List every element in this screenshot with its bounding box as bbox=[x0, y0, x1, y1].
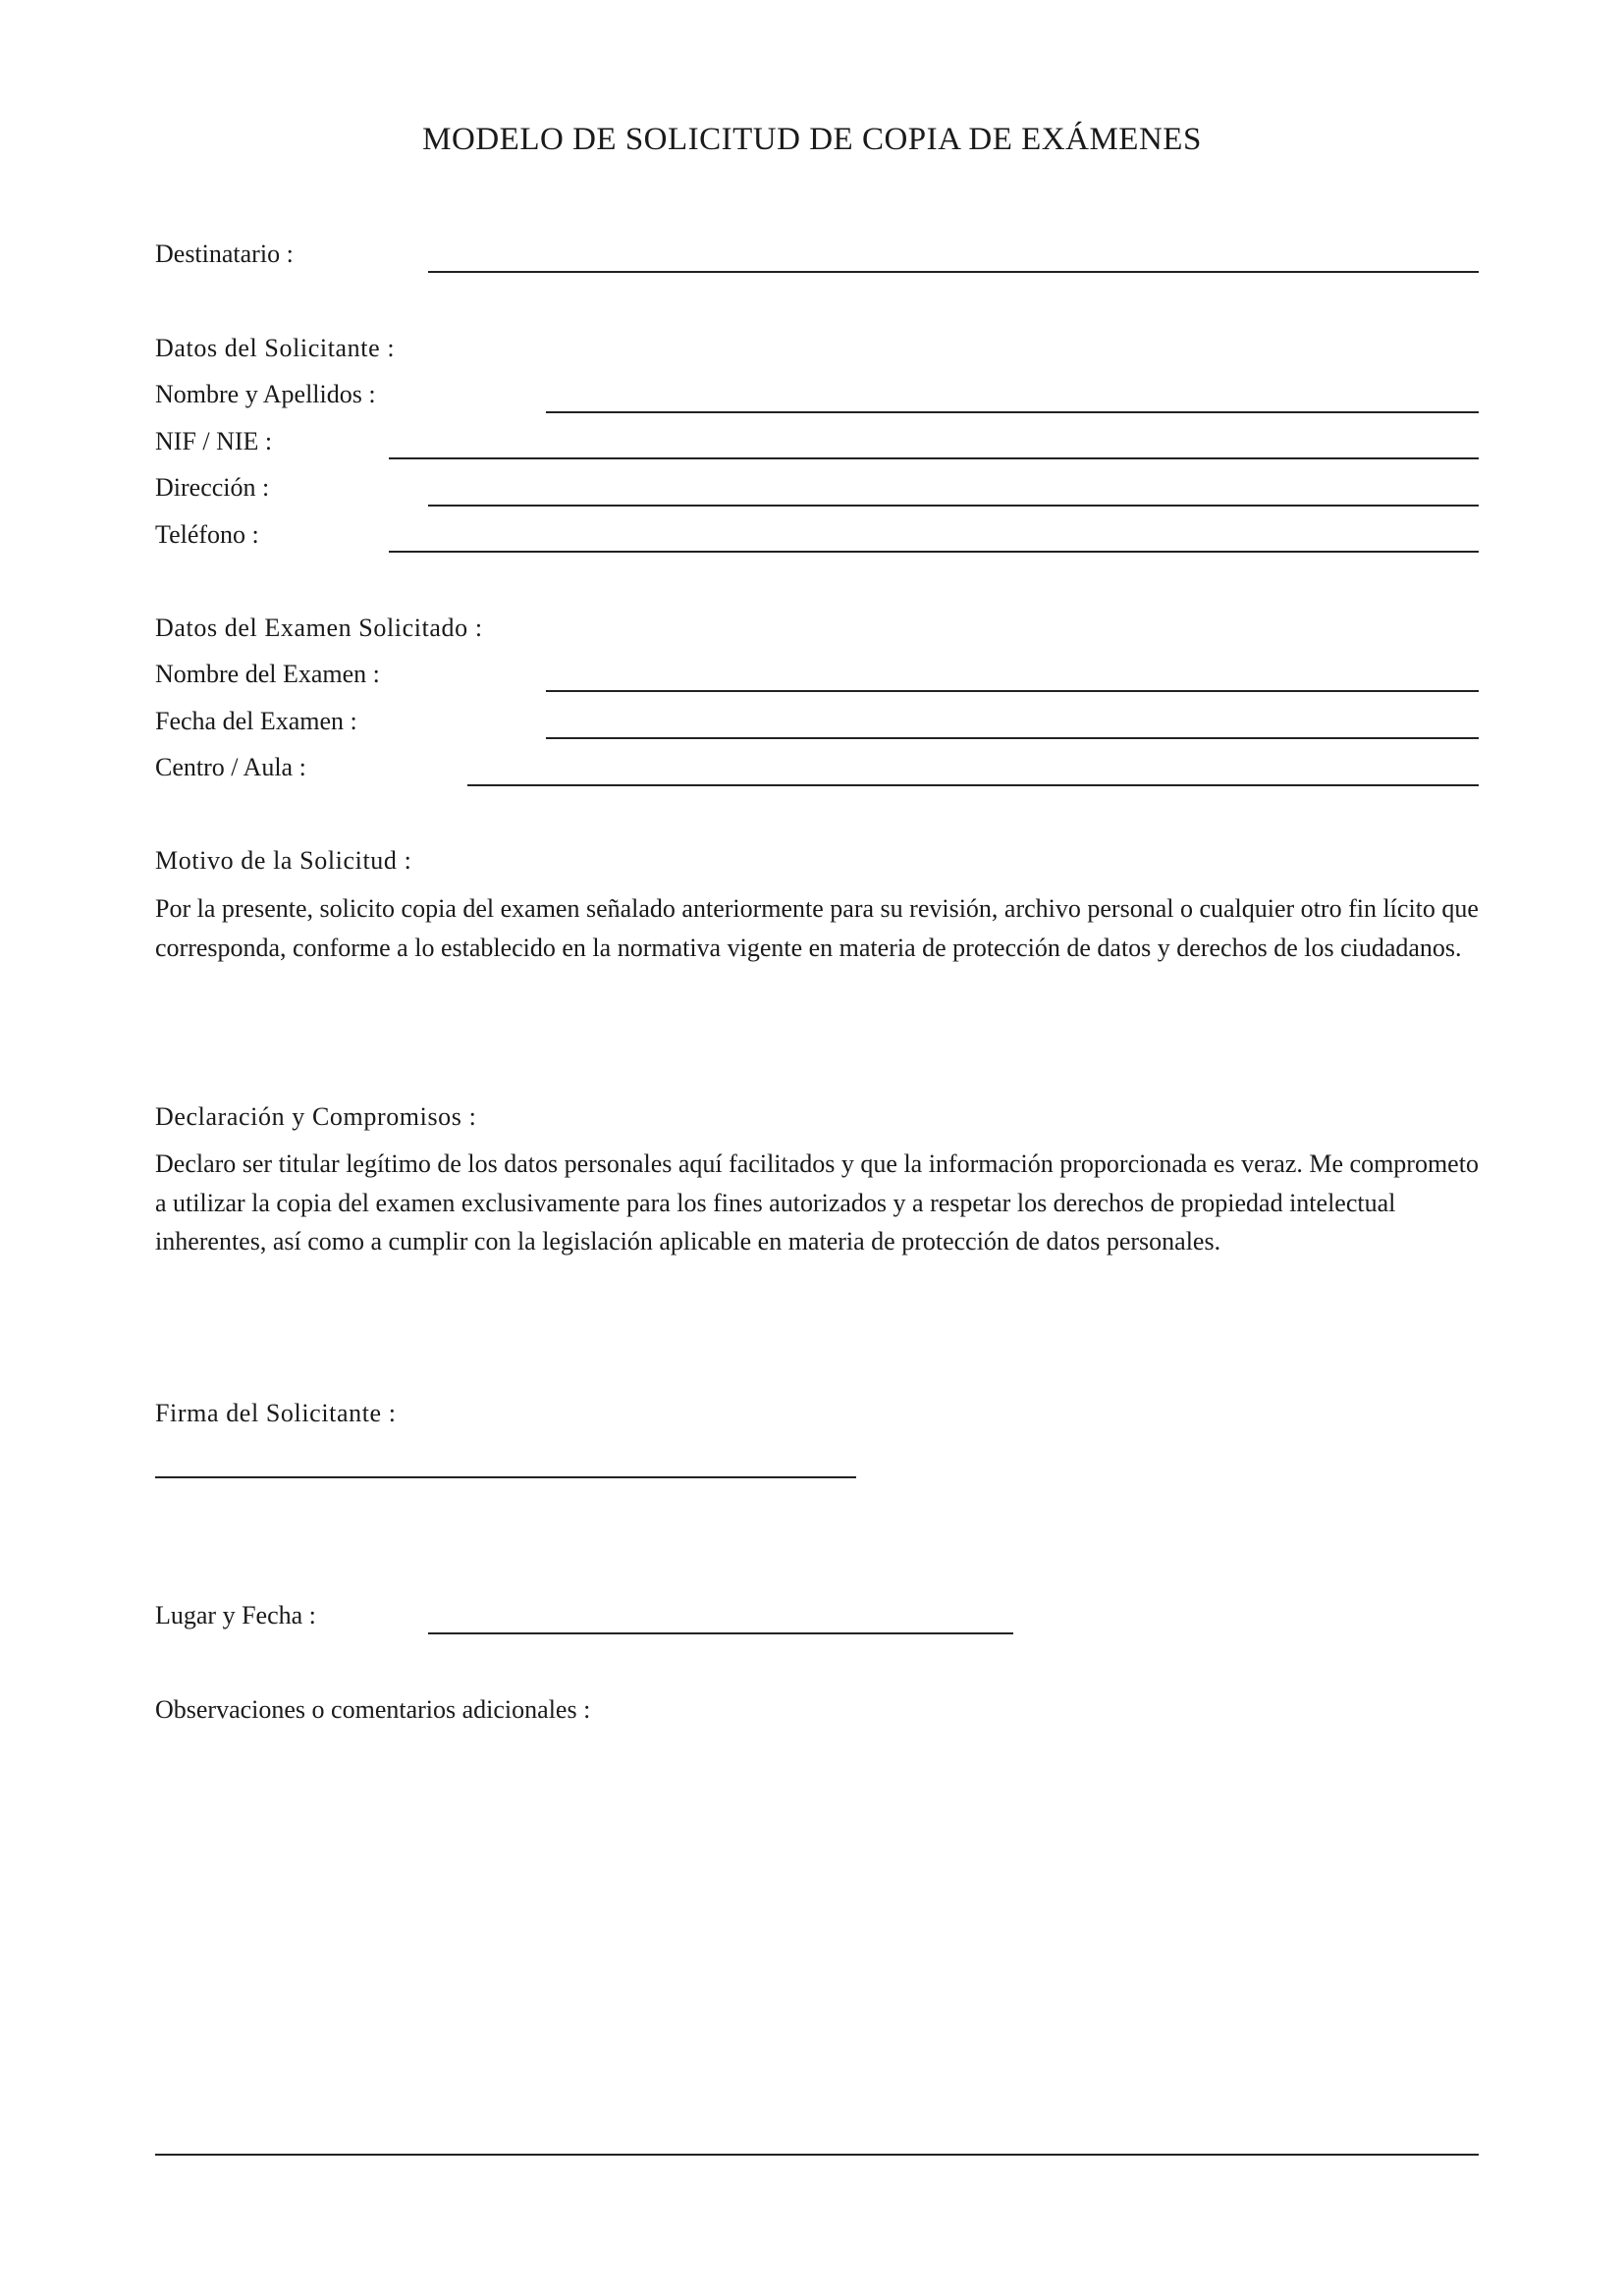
destinatario-field-line[interactable] bbox=[428, 271, 1479, 273]
exam-center-field-line[interactable] bbox=[467, 784, 1479, 786]
applicant-section-heading: Datos del Solicitante : bbox=[155, 334, 396, 362]
exam-name-field-line[interactable] bbox=[546, 690, 1479, 692]
exam-section-heading: Datos del Examen Solicitado : bbox=[155, 614, 483, 642]
applicant-nif-label: NIF / NIE : bbox=[155, 427, 273, 455]
declaration-section-heading: Declaración y Compromisos : bbox=[155, 1102, 477, 1131]
applicant-address-label: Dirección : bbox=[155, 473, 270, 502]
exam-name-label: Nombre del Examen : bbox=[155, 660, 380, 688]
exam-date-label: Fecha del Examen : bbox=[155, 707, 357, 735]
signature-label: Firma del Solicitante : bbox=[155, 1399, 397, 1427]
applicant-name-label: Nombre y Apellidos : bbox=[155, 380, 376, 408]
exam-date-field-line[interactable] bbox=[546, 737, 1479, 739]
reason-paragraph: Por la presente, solicito copia del examen señalado anteriormente para su revisión, archivo personal o cualquier otro fin lícito que corresponda, conforme a lo establecido en la normativa vigente en materia de protección de datos y derechos de los ciudadanos. bbox=[155, 894, 1479, 962]
signature-field-line[interactable] bbox=[155, 1476, 856, 1478]
applicant-address-field-line[interactable] bbox=[428, 505, 1479, 507]
applicant-phone-label: Teléfono : bbox=[155, 520, 259, 549]
observations-label: Observaciones o comentarios adicionales : bbox=[155, 1695, 591, 1724]
declaration-paragraph: Declaro ser titular legítimo de los datos personales aquí facilitados y que la información proporcionada es veraz. Me comprometo a utilizar la copia del examen exclusivamente para los fines autorizados y a respetar los derechos de propiedad intelectual inherentes, así como a cumplir con la legislación aplicable en materia de protección de datos personales. bbox=[155, 1149, 1479, 1255]
observations-bottom-line bbox=[155, 2154, 1479, 2156]
destinatario-label: Destinatario : bbox=[155, 240, 294, 268]
place-date-field-line[interactable] bbox=[428, 1632, 1013, 1634]
document-title: MODELO DE SOLICITUD DE COPIA DE EXÁMENES bbox=[422, 122, 1202, 157]
exam-center-label: Centro / Aula : bbox=[155, 753, 306, 781]
applicant-phone-field-line[interactable] bbox=[389, 551, 1479, 553]
applicant-nif-field-line[interactable] bbox=[389, 457, 1479, 459]
applicant-name-field-line[interactable] bbox=[546, 411, 1479, 413]
place-date-label: Lugar y Fecha : bbox=[155, 1601, 316, 1629]
reason-section-heading: Motivo de la Solicitud : bbox=[155, 846, 412, 875]
